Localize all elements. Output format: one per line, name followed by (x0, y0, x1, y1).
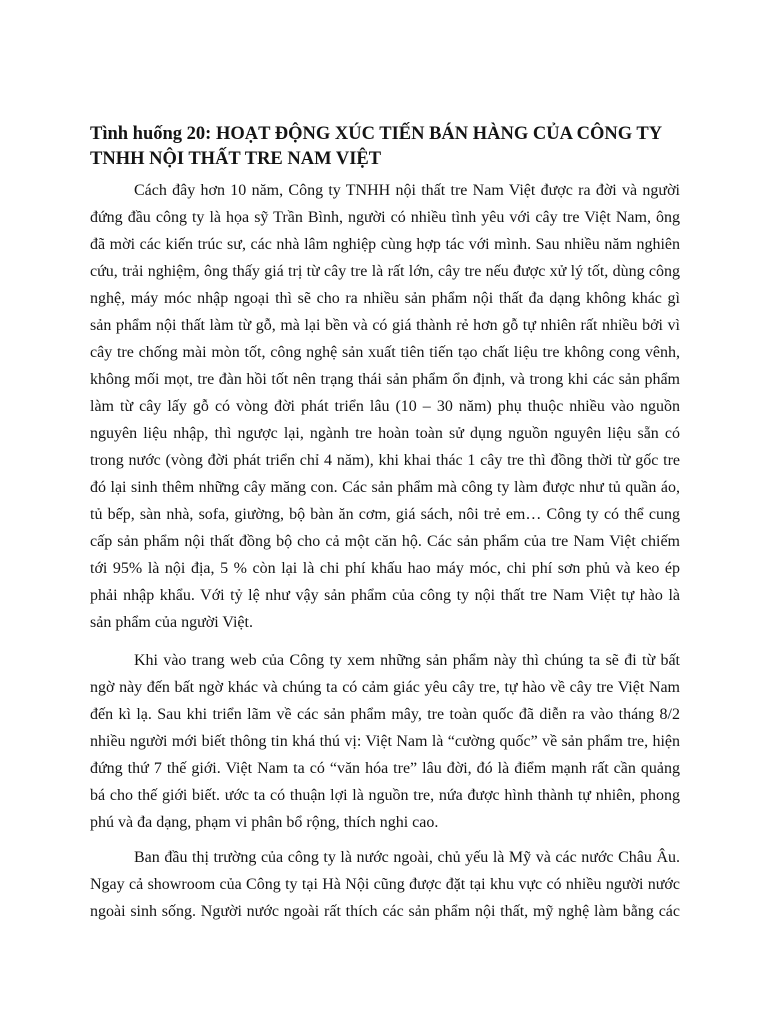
paragraph-line: ngoài sinh sống. Người nước ngoài rất thích các sản phẩm nội thất, mỹ nghệ làm bằng các (90, 902, 680, 920)
paragraph-line: phú và đa dạng, phạm vi phân bổ rộng, thích nghi cao. (90, 813, 439, 831)
paragraph-line: đó lại sinh thêm những cây măng con. Các sản phẩm mà công ty làm được như tủ quần áo, (90, 478, 680, 496)
paragraph-line: đứng đầu công ty là họa sỹ Trần Bình, người có nhiều tình yêu với cây tre Việt Nam, ông (90, 208, 680, 226)
paragraph-line: Khi vào trang web của Công ty xem những sản phẩm này thì chúng ta sẽ đi từ bất (134, 651, 680, 669)
title-line: Tình huống 20: HOẠT ĐỘNG XÚC TIẾN BÁN HÀNG CỦA CÔNG TY (90, 124, 663, 144)
paragraph-line: không mối mọt, tre đàn hồi tốt nên trạng thái sản phẩm ổn định, và trong khi các sản phẩm (90, 370, 680, 388)
paragraph-line: nghệ, máy móc nhập ngoại thì sẽ cho ra nhiều sản phẩm nội thất đa dạng không khác gì (90, 289, 680, 307)
paragraph-line: sản phẩm của người Việt. (90, 613, 253, 631)
paragraph-line: làm từ cây lấy gỗ có vòng đời phát triển lâu (10 – 30 năm) phụ thuộc nhiều vào nguồn (90, 397, 680, 415)
paragraph-line: tới 95% là nội địa, 5 % còn lại là chi phí khấu hao máy móc, chi phí sơn phủ và keo ép (90, 559, 680, 577)
paragraph-line: Ngay cả showroom của Công ty tại Hà Nội cũng được đặt tại khu vực có nhiều người nước (90, 875, 680, 893)
paragraph (90, 844, 680, 925)
paragraph-line: nhiều người mới biết thông tin khá thú vị: Việt Nam là “cường quốc” về sản phẩm tre, hiện (90, 732, 680, 750)
paragraph-line: tủ bếp, sàn nhà, sofa, giường, bộ bàn ăn cơm, giá sách, nôi trẻ em… Công ty có thể cung (90, 505, 680, 523)
paragraph-line: bá cho thế giới biết. ước ta có thuận lợi là nguồn tre, nứa được hình thành tự nhiên, phong (90, 786, 680, 804)
paragraph-line: Ban đầu thị trường của công ty là nước ngoài, chủ yếu là Mỹ và các nước Châu Âu. (134, 848, 680, 866)
paragraph-line: phải nhập khẩu. Với tỷ lệ như vậy sản phẩm của công ty nội thất tre Nam Việt tự hào là (90, 586, 680, 604)
paragraph-line: sản phẩm nội thất làm từ gỗ, mà lại bền và có giá thành rẻ hơn gỗ tự nhiên rất nhiều bởi vì (90, 316, 680, 334)
document-body (90, 122, 680, 925)
paragraph-line: cứu, trải nghiệm, ông thấy giá trị từ cây tre là rất lớn, cây tre nếu được xử lý tốt, dùng công (90, 262, 680, 280)
paragraph-line: đến kì lạ. Sau khi triển lãm về các sản phẩm mây, tre toàn quốc đã diễn ra vào tháng 8/2 (90, 705, 680, 723)
paragraph-line: ngờ này đến bất ngờ khác và chúng ta có cảm giác yêu cây tre, tự hào về cây tre Việt Nam (90, 678, 680, 696)
paragraph (90, 647, 680, 836)
paragraph-line: cấp sản phẩm nội thất đồng bộ cho cả một căn hộ. Các sản phẩm của tre Nam Việt chiếm (90, 532, 680, 550)
document-title (90, 122, 680, 172)
paragraph-line: trong nước (vòng đời phát triển chỉ 4 năm), khi khai thác 1 cây tre thì đồng thời từ gốc tre (90, 451, 680, 469)
title-line: TNHH NỘI THẤT TRE NAM VIỆT (90, 149, 382, 169)
paragraph-line: nguyên liệu nhập, thì ngược lại, ngành tre hoàn toàn sử dụng nguồn nguyên liệu sẵn có (90, 424, 680, 442)
paragraph-line: đã mời các kiến trúc sư, các nhà lâm nghiệp cùng hợp tác với mình. Sau nhiều năm nghiên (90, 235, 680, 253)
paragraph-line: cây tre chống mài mòn tốt, công nghệ sản xuất tiên tiến tạo chất liệu tre không cong vênh, (90, 343, 680, 361)
paragraph-line: đứng thứ 7 thế giới. Việt Nam ta có “văn hóa tre” lâu đời, đó là điểm mạnh rất cần quảng (90, 759, 680, 777)
paragraph (90, 177, 680, 636)
paragraph-line: Cách đây hơn 10 năm, Công ty TNHH nội thất tre Nam Việt được ra đời và người (134, 181, 680, 199)
